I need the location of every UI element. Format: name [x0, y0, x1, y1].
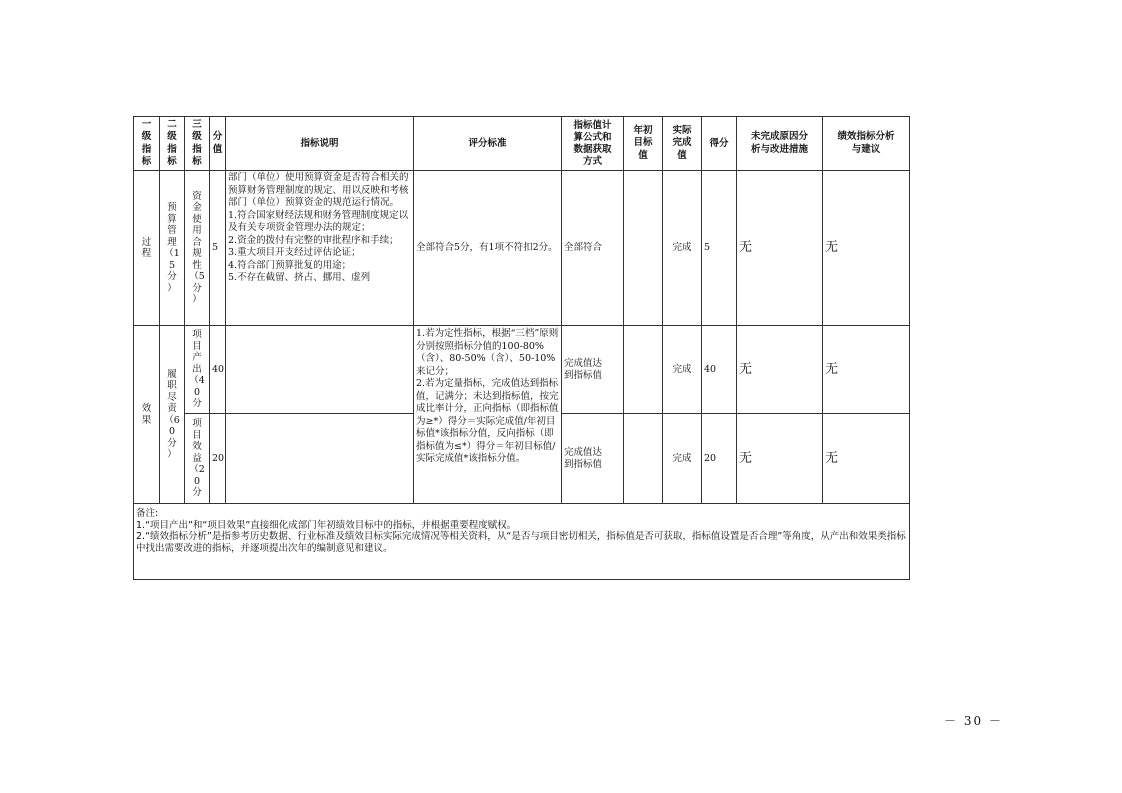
level1-effect: 效 果 [134, 326, 160, 504]
weight-output: 40 [210, 326, 226, 414]
reason-benefit: 无 [737, 414, 823, 504]
analysis-output: 无 [823, 326, 910, 414]
header-level1: 一 级 指 标 [134, 117, 160, 171]
score-process: 5 [702, 171, 737, 326]
header-target: 年初 目标 值 [624, 117, 663, 171]
table-row-output [134, 326, 910, 414]
target-output [624, 326, 663, 414]
header-score: 得分 [702, 117, 737, 171]
level3-project-output: 项 目 产 出 （4 0 分 [185, 326, 210, 414]
analysis-benefit: 无 [823, 414, 910, 504]
reason-process: 无 [737, 171, 823, 326]
score-benefit: 20 [702, 414, 737, 504]
performance-indicator-table [133, 116, 910, 580]
formula-output: 完成值达 到指标值 [562, 326, 624, 414]
description-process: 部门（单位）使用预算资金是否符合相关的预算财务管理制度的规定、用以反映和考核部门（单位）预算资金的规范运行情况。 1.符合国家财经法规和财务管理制度规定以及有关专项资金管理办法的规定； 2.资金的拨付有完整的审批程序和手续； 3.重大项目开支经过评估论证； 4.符合部门预算批复的用途； 5.不存在截留、挤占、挪用、虚列 [226, 171, 414, 326]
formula-process: 全部符合 [562, 171, 624, 326]
header-level2: 二 级 指 标 [160, 117, 185, 171]
target-benefit [624, 414, 663, 504]
notes-title: 备注: [136, 508, 159, 519]
table-row-process [134, 171, 910, 326]
actual-benefit: 完成 [663, 414, 702, 504]
description-output [226, 326, 414, 414]
table-row-notes [134, 504, 910, 580]
header-description: 指标说明 [226, 117, 414, 171]
header-level3: 三 级 指 标 [185, 117, 210, 171]
notes-cell [134, 504, 910, 580]
header-row [134, 117, 910, 171]
header-analysis: 绩效指标分析 与建议 [823, 117, 910, 171]
actual-process: 完成 [663, 171, 702, 326]
header-actual: 实际 完成 值 [663, 117, 702, 171]
target-process [624, 171, 663, 326]
header-score-weight: 分 值 [210, 117, 226, 171]
header-criteria: 评分标准 [414, 117, 562, 171]
reason-output: 无 [737, 326, 823, 414]
criteria-process: 全部符合5分，有1项不符扣2分。 [414, 171, 562, 326]
weight-benefit: 20 [210, 414, 226, 504]
weight-process: 5 [210, 171, 226, 326]
level2-duty-fulfillment: 履 职 尽 责 （6 0 分 ） [160, 326, 185, 504]
notes-line-1: 1.“项目产出”和“项目效果”直接细化成部门年初绩效目标中的指标，并根据重要程度赋权。 [136, 519, 517, 531]
level1-process: 过 程 [134, 171, 160, 326]
header-reason: 未完成原因分 析与改进措施 [737, 117, 823, 171]
level2-budget-management: 预 算 管 理 （1 5 分 ） [160, 171, 185, 326]
level3-project-benefit: 项 目 效 益 （2 0 分 [185, 414, 210, 504]
header-formula: 指标值计 算公式和 数据获取 方式 [562, 117, 624, 171]
notes-line-2: 2.“绩效指标分析”是指参考历史数据、行业标准及绩效目标实际完成情况等相关资料，从“是否与项目密切相关，指标值是否可获取，指标值设置是否合理”等角度，从产出和效果类指标中找出需要改进的指标，并逐项提出次年的编制意见和建议。 [136, 531, 906, 554]
level3-fund-compliance: 资 金 使 用 合 规 性 （5 分 ） [185, 171, 210, 326]
actual-output: 完成 [663, 326, 702, 414]
score-output: 40 [702, 326, 737, 414]
criteria-effect: 1.若为定性指标，根据“三档”原则分别按照指标分值的100-80%（含）、80-50%（含）、50-10%来记分； 2.若为定量指标，完成值达到指标值，记满分；未达到指标值，按完成比率计分，正向指标（即指标值为≥*）得分＝实际完成值/年初目标值*该指标分值，反向指标（即指标值为≤*）得分＝年初目标值/实际完成值*该指标分值。 [414, 326, 562, 504]
formula-benefit: 完成值达 到指标值 [562, 414, 624, 504]
page-number: － 30 － [944, 714, 1003, 728]
analysis-process: 无 [823, 171, 910, 326]
description-benefit [226, 414, 414, 504]
